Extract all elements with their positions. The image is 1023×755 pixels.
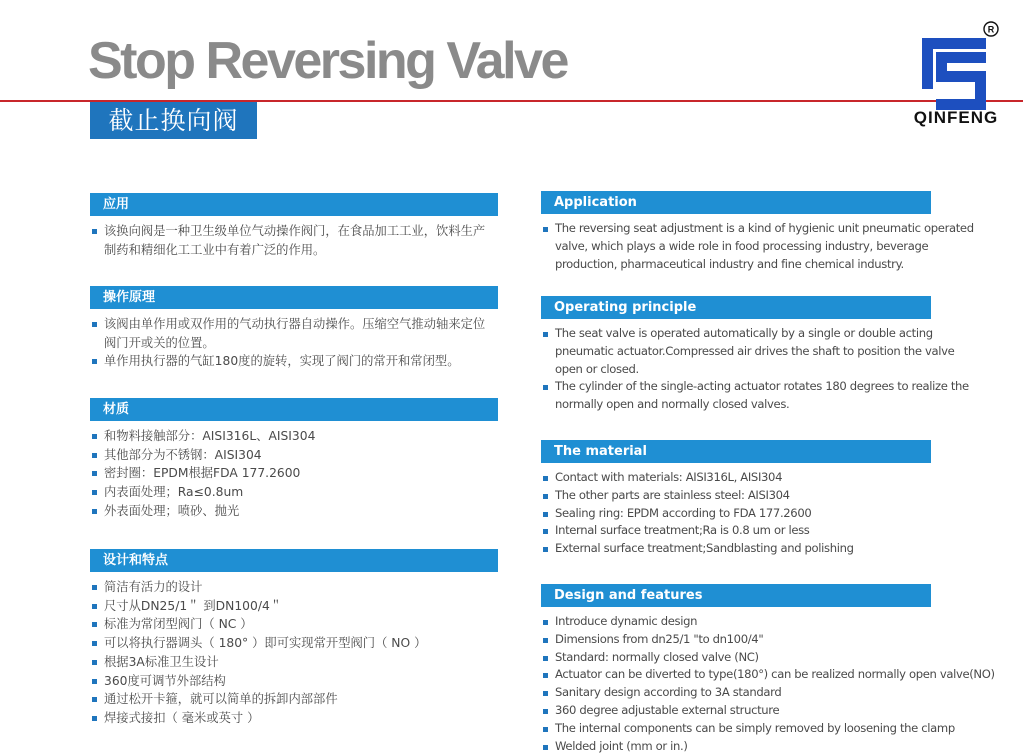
bullet-list — [541, 220, 974, 273]
list-item — [541, 540, 931, 558]
section-heading: 设计和特点 — [90, 549, 498, 572]
list-item — [90, 483, 498, 502]
list-item-line: Sealing ring: EPDM according to FDA 177.2600 — [555, 505, 812, 520]
list-item-line: 该换向阀是一种卫生级单位气动操作阀门，在食品加工工业，饮料生产 — [104, 224, 486, 238]
bullet-icon — [543, 494, 548, 499]
bullet-icon — [92, 471, 97, 476]
list-item — [541, 666, 995, 684]
brand-logo — [896, 20, 1016, 130]
list-item — [541, 684, 931, 702]
cn-material-section — [90, 398, 498, 521]
list-item — [90, 597, 498, 616]
list-item — [541, 522, 931, 540]
list-item — [541, 720, 955, 738]
list-item-line: production, pharmaceutical industry and fine chemical industry. — [555, 256, 904, 271]
bullet-icon — [543, 620, 548, 625]
list-item — [90, 427, 498, 446]
list-item — [90, 653, 498, 672]
bullet-icon — [92, 453, 97, 458]
bullet-list — [90, 315, 498, 371]
list-item-line: 和物料接触部分：AISI316L、AISI304 — [104, 429, 316, 443]
bullet-list — [90, 222, 498, 259]
list-item — [90, 634, 498, 653]
list-item — [90, 690, 498, 709]
cn-application-section — [90, 193, 498, 259]
bullet-icon — [92, 679, 97, 684]
cn-design-section — [90, 549, 498, 728]
bullet-icon — [543, 385, 548, 390]
bullet-icon — [543, 727, 548, 732]
en-application-section — [541, 191, 974, 273]
list-item-line: Standard: normally closed valve (NC) — [555, 649, 759, 664]
bullet-list — [541, 469, 931, 558]
list-item-line: Welded joint (mm or in.) — [555, 738, 688, 753]
bullet-icon — [543, 332, 548, 337]
bullet-list — [541, 613, 995, 755]
section-heading: Design and features — [541, 584, 931, 607]
bullet-icon — [92, 509, 97, 514]
bullet-icon — [92, 697, 97, 702]
list-item — [90, 709, 498, 728]
bullet-icon — [543, 745, 548, 750]
list-item — [541, 487, 931, 505]
list-item-line: 焊接式接扣（ 毫米或英寸 ） — [104, 710, 260, 725]
list-item-line: 该阀由单作用或双作用的气动执行器自动操作。压缩空气推动轴来定位 — [104, 317, 486, 331]
list-item — [90, 352, 498, 371]
list-item-line: 可以将执行器调头（ 180° ）即可实现常开型阀门（ NO ） — [104, 636, 427, 651]
section-heading: Operating principle — [541, 296, 931, 319]
list-item-line: The seat valve is operated automatically by a single or double acting — [555, 326, 933, 340]
bullet-icon — [92, 716, 97, 721]
bullet-icon — [92, 641, 97, 646]
list-item-line: 外表面处理；喷砂、抛光 — [104, 503, 240, 518]
bullet-icon — [543, 512, 548, 517]
bullet-icon — [92, 434, 97, 439]
bullet-icon — [543, 227, 548, 232]
en-principle-section — [541, 296, 969, 414]
list-item — [90, 446, 498, 465]
list-item — [541, 505, 931, 523]
list-item — [541, 631, 931, 649]
list-item-line: 360度可调节外部结构 — [104, 673, 226, 688]
bullet-list — [90, 578, 498, 728]
list-item-line: External surface treatment;Sandblasting and polishing — [555, 541, 854, 556]
bullet-icon — [543, 709, 548, 714]
bullet-icon — [543, 638, 548, 643]
section-heading: 操作原理 — [90, 286, 498, 309]
bullet-icon — [543, 691, 548, 696]
list-item-line: 制药和精细化工工业中有着广泛的作用。 — [104, 242, 326, 257]
list-item — [541, 469, 931, 487]
bullet-icon — [92, 622, 97, 627]
bullet-icon — [92, 604, 97, 609]
section-heading: The material — [541, 440, 931, 463]
en-material-section — [541, 440, 931, 558]
list-item-line: 标准为常闭型阀门（ NC ） — [104, 617, 253, 632]
list-item — [90, 464, 498, 483]
cn-principle-section — [90, 286, 498, 371]
list-item — [90, 578, 498, 597]
list-item-line: Actuator can be diverted to type(180°) can be realized normally open valve(NO) — [555, 667, 995, 682]
bullet-list — [541, 325, 969, 414]
svg-text:R: R — [987, 24, 995, 35]
list-item-line: 尺寸从DN25/1＂ 到DN100/4＂ — [104, 598, 283, 613]
en-design-section — [541, 584, 995, 755]
list-item-line: Introduce dynamic design — [555, 614, 698, 628]
bullet-icon — [92, 359, 97, 364]
list-item-line: 单作用执行器的气缸180度的旋转，实现了阀门的常开和常闭型。 — [104, 354, 460, 369]
list-item-line: The other parts are stainless steel: AISI304 — [555, 487, 790, 502]
list-item-line: Sanitary design according to 3A standard — [555, 685, 782, 700]
list-item — [90, 315, 498, 352]
bullet-icon — [92, 660, 97, 665]
list-item — [541, 378, 969, 414]
page-subtitle: 截止换向阀 — [90, 102, 257, 139]
list-item — [541, 220, 974, 273]
list-item-line: 简洁有活力的设计 — [104, 580, 203, 594]
list-item — [541, 649, 931, 667]
list-item — [541, 325, 955, 378]
list-item — [90, 672, 498, 691]
list-item — [541, 702, 931, 720]
bullet-icon — [543, 529, 548, 534]
bullet-icon — [543, 673, 548, 678]
section-heading: 应用 — [90, 193, 498, 216]
list-item-line: Dimensions from dn25/1 "to dn100/4" — [555, 631, 764, 646]
list-item-line: The cylinder of the single-acting actuator rotates 180 degrees to realize the — [555, 379, 969, 394]
section-heading: 材质 — [90, 398, 498, 421]
list-item-line: Contact with materials: AISI316L, AISI304 — [555, 470, 783, 484]
qinfeng-logo-icon — [896, 20, 1016, 110]
list-item-line: 其他部分为不锈钢：AISI304 — [104, 447, 262, 462]
list-item — [90, 615, 498, 634]
list-item-line: 根据3A标准卫生设计 — [104, 654, 219, 669]
list-item-line: The internal components can be simply removed by loosening the clamp — [555, 720, 955, 735]
section-heading: Application — [541, 191, 931, 214]
list-item-line: pneumatic actuator.Compressed air drives the shaft to position the valve — [555, 343, 955, 358]
bullet-icon — [543, 476, 548, 481]
list-item-line: open or closed. — [555, 361, 639, 376]
bullet-icon — [543, 656, 548, 661]
list-item-line: 通过松开卡箍，就可以简单的拆卸内部部件 — [104, 692, 338, 707]
list-item-line: 360 degree adjustable external structure — [555, 702, 780, 717]
brand-name: QINFENG — [913, 108, 999, 127]
list-item-line: 阀门开或关的位置。 — [104, 335, 215, 350]
list-item-line: Internal surface treatment;Ra is 0.8 um or less — [555, 523, 810, 538]
list-item-line: normally open and normally closed valves. — [555, 397, 790, 412]
list-item — [90, 502, 498, 521]
bullet-icon — [543, 547, 548, 552]
list-item-line: valve, which plays a wide role in food processing industry, beverage — [555, 238, 929, 253]
bullet-icon — [92, 229, 97, 234]
page-title: Stop Reversing Valve — [88, 32, 567, 90]
list-item — [541, 738, 931, 755]
list-item — [90, 222, 498, 259]
bullet-list — [90, 427, 498, 521]
list-item-line: 内表面处理；Ra≤0.8um — [104, 485, 244, 500]
bullet-icon — [92, 490, 97, 495]
bullet-icon — [92, 322, 97, 327]
list-item-line: The reversing seat adjustment is a kind of hygienic unit pneumatic operated — [555, 221, 974, 235]
list-item — [541, 613, 931, 631]
list-item-line: 密封圈：EPDM根据FDA 177.2600 — [104, 466, 301, 481]
bullet-icon — [92, 585, 97, 590]
